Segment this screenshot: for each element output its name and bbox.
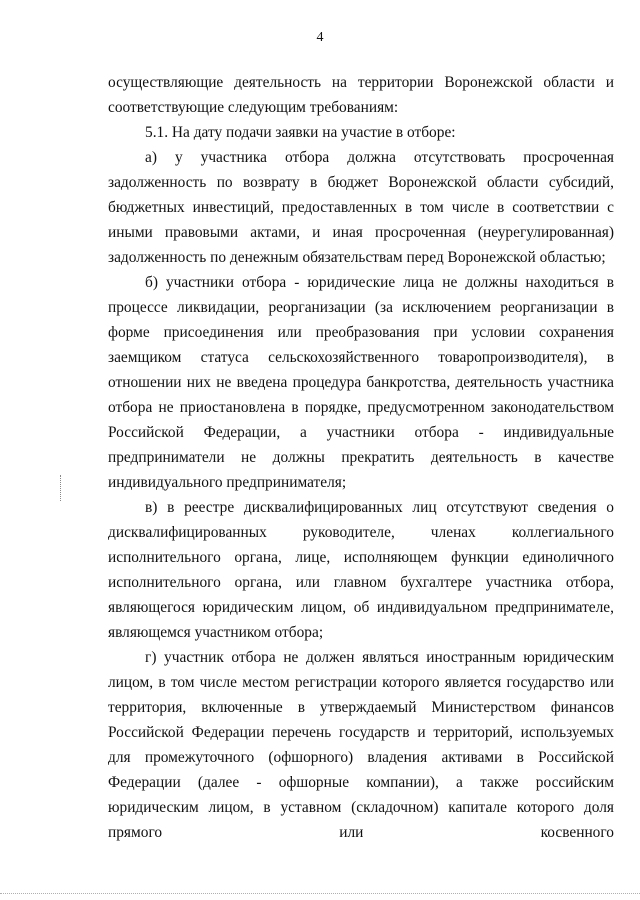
paragraph-g: г) участник отбора не должен являться иностранным юридическим лицом, в том числе местом регистрации которого является государство или территория, включенные в утверждаемый Министерством финансов Российской Федерации перечень государств и территорий, используемых для промежуточного (офшорного) владения активами в Российской Федерации (далее - офшорные компании), а также российским юридическим лицом, в уставном (складочном) капитале которого доля прямого или косвенного xyxy=(108,649,614,841)
paragraph-intro: осуществляющие деятельность на территории Воронежской области и соответствующие следующим требованиям: xyxy=(108,74,614,116)
paragraph-b: б) участники отбора - юридические лица не должны находиться в процессе ликвидации, реорганизации (за исключением реорганизации в форме присоединения или преобразования при условии сохранения заемщиком статуса сельскохозяйственного товаропроизводителя), в отношении них не введена процедура банкротства, деятельность участника отбора не приостановлена в порядке, предусмотренном законодательством Российской Федерации, а участники отбора - индивидуальные предприниматели не должны прекратить деятельность в качестве индивидуального предпринимателя; xyxy=(108,274,614,491)
page-number: 4 xyxy=(316,30,324,45)
document-body xyxy=(108,70,614,845)
paragraph-v: в) в реестре дисквалифицированных лиц отсутствуют сведения о дисквалифицированных руководителе, членах коллегиального исполнительного органа, лице, исполняющем функции единоличного исполнительного органа, или главном бухгалтере участника отбора, являющегося юридическим лицом, об индивидуальном предпринимателе, являющемся участником отбора; xyxy=(108,499,614,641)
scan-bottom-edge xyxy=(0,893,640,896)
scan-margin-mark xyxy=(60,475,64,501)
paragraph-5-1: 5.1. На дату подачи заявки на участие в отборе: xyxy=(145,124,456,141)
paragraph-a: а) у участника отбора должна отсутствовать просроченная задолженность по возврату в бюджет Воронежской области субсидий, бюджетных инвестиций, предоставленных в том числе в соответствии с иными правовыми актами, и иная просроченная (неурегулированная) задолженность по денежным обязательствам перед Воронежской областью; xyxy=(108,149,614,266)
